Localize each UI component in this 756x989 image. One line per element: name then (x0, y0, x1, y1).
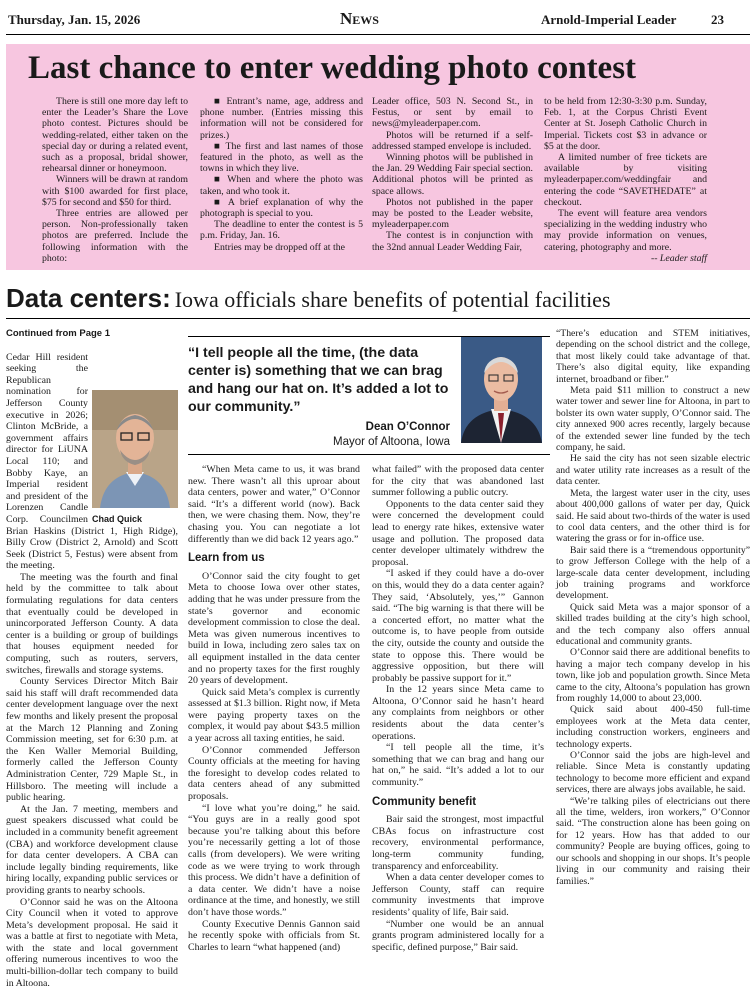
article-paragraph: In the 12 years since Meta came to Altoona, O’Connor said he hasn’t heard any complaints from neighbors or other residents about the data center’s operations. (372, 684, 544, 742)
photo-caption: Chad Quick (92, 514, 178, 526)
subhead-community: Community benefit (372, 797, 544, 809)
section-name: News (340, 9, 379, 29)
wedding-paragraph: Photos not published in the paper may be posted to the Leader website, myleaderpaper.com (372, 197, 533, 231)
wedding-col-1 (42, 96, 188, 264)
article-paragraph: Opponents to the data center said they were concerned the development could lead to energy rate hikes, extensive water usage and pollution. The proposed data center developer ultimately withdrew the proposal. (372, 499, 544, 569)
article-paragraph: O’Connor said the jobs are high-level and reliable. Since Meta is constantly updating technology to become more efficient and expand services, there are always jobs available, he said. (556, 750, 750, 796)
wedding-paragraph: A limited number of free tickets are available by visiting myleaderpaper.com/weddingfair and entering the code “SAVETHEDATE” at checkout. (544, 152, 707, 208)
article-paragraph: He said the city has not seen sizable electric and water utility rate increases as a result of the data center. (556, 453, 750, 487)
article-paragraph: Quick said about 400-450 full-time employees work at the Meta data center, including construction workers, engineers and technology experts. (556, 704, 750, 750)
wedding-col-4 (544, 96, 707, 264)
issue-date: Thursday, Jan. 15, 2026 (8, 12, 140, 28)
wedding-paragraph: to be held from 12:30-3:30 p.m. Sunday, Feb. 1, at the Corpus Christi Event Center at St. Joseph Catholic Church in Imperial. Tickets cost $3 in advance or $5 at the door. (544, 96, 707, 152)
wedding-paragraph: Winning photos will be published in the Jan. 29 Wedding Fair special section. Additional photos will be printed as space allows. (372, 152, 533, 197)
quote-bottom-rule (188, 454, 550, 455)
wedding-headline: Last chance to enter wedding photo contest (28, 50, 636, 87)
pull-quote: “I tell people all the time, (the data center is) something that we can brag and hang our hat on. It’s added a lot to our community.” (188, 344, 453, 416)
wedding-paragraph: Leader office, 503 N. Second St., in Festus, or sent by email to news@myleaderpaper.com. (372, 96, 533, 130)
wedding-bullet: ■ The first and last names of those featured in the photo, as well as the towns in which they live. (200, 141, 363, 175)
article-paragraph: “I asked if they could have a do-over on this, would they do a data center again? They said, ‘Absolutely, yes,’” Gannon said. “The big warning is that there will be a concerted effort, no matter what the outcome is, to have people from outside the city, outside the county and outside the state to oppose this. There would be aggressive opposition, but there will probably be passive support for it.” (372, 568, 544, 684)
quote-attribution (333, 420, 450, 450)
wedding-paragraph: Photos will be returned if a self-addressed stamped envelope is included. (372, 130, 533, 152)
headline-kicker: Data centers: (6, 283, 171, 313)
article-paragraph: Quick said Meta’s complex is currently assessed at $1.3 billion. Right now, if Meta were paying property taxes on the complex, it would pay about $43.5 million a year across all taxing entities, he said. (188, 687, 360, 745)
wedding-bullet: ■ Entrant’s name, age, address and phone number. (Entries missing this information will not be considered for prizes.) (200, 96, 363, 141)
quote-speaker: Dean O’Connor (333, 420, 450, 435)
article-paragraph: At the Jan. 7 meeting, members and guest speakers discussed what could be included in a community benefit agreement (CBA) and workforce development clause for data center developers. A CBA can include legally binding requirements, like hiring locally, expanding public services or providing grants to nearby schools. (6, 804, 178, 897)
datacenter-headline (6, 283, 611, 314)
subhead-learn: Learn from us (188, 553, 360, 565)
wedding-credit: -- Leader staff (544, 253, 707, 264)
article-paragraph: When a data center developer comes to Jefferson County, staff can require community investments that improve residents’ quality of life, Bair said. (372, 872, 544, 918)
wedding-bullet: ■ When and where the photo was taken, and who took it. (200, 174, 363, 196)
article-paragraph: “When Meta came to us, it was brand new. There wasn’t all this uproar about data centers, power and water,” O’Connor said. “It’s a different world (now). Back then, we were chasing them. Now, they’re chasing you. You can negotiate a lot differently than we did back 12 years ago.” (188, 464, 360, 545)
article-col-1 (6, 328, 178, 989)
article-paragraph: Cedar Hill resident seeking the Republican nomination for Jefferson County executive in 2026; Clinton McBride, a government affairs director for LiUNA Local 110; and Bobby Kaye, an Imperial resident and president of the Lorenzen Candle Corp. Councilmen Brian Haskins (District 1, High Ridge), Billy Crow (District 2, Arnold) and Scott Seek (District 5, Festus) were absent from the meeting. (6, 352, 178, 572)
article-col-4 (556, 328, 750, 887)
wedding-paragraph: Winners will be drawn at random with $100 awarded for first place, $75 for second and $50 for third. (42, 174, 188, 208)
wedding-paragraph: Three entries are allowed per person. Non-professionally taken photos are preferred. Include the following information with the photo: (42, 208, 188, 264)
article-paragraph: “We’re talking piles of electricians out there all the time, welders, iron workers,” O’Connor said. “The construction alone has been going on for 12 years. How has that added to our community? People are buying offices, going to our schools and shopping in our shops. It’s people living in our community and raising their families.” (556, 796, 750, 887)
article-paragraph: “Number one would be an annual grants program administered locally for a specific, defined purpose,” Bair said. (372, 919, 544, 954)
article-col-3 (372, 464, 544, 953)
chad-quick-photo (92, 390, 178, 508)
wedding-contest-box (6, 44, 750, 270)
article-paragraph: Bair said there is a “tremendous opportunity” to grow Jefferson College with the help of a large-scale data center development, including job training programs and workforce development. (556, 545, 750, 602)
article-paragraph: what failed” with the proposed data center for the city that was abandoned last summer following a public outcry. (372, 464, 544, 499)
wedding-paragraph: The event will feature area vendors specializing in the wedding industry who may provide information on venues, catering, photography and more. (544, 208, 707, 253)
quick-photo-block (92, 390, 178, 522)
wedding-paragraph: There is still one more day left to enter the Leader’s Share the Love photo contest. Pictures should be wedding-related, either taken on the special day or during a related event, such as a proposal, bridal shower, rehearsal dinner or honeymoon. (42, 96, 188, 174)
wedding-col-3 (372, 96, 533, 253)
wedding-paragraph: The deadline to enter the contest is 5 p.m. Friday, Jan. 16. (200, 219, 363, 241)
wedding-paragraph: Entries may be dropped off at the (200, 242, 363, 253)
article-paragraph: O’Connor said he was on the Altoona City Council when it voted to approve Meta’s development proposal. He said it was a battle at first to negotiate with Meta, with the state and local government offering numerous incentives to woo the multi-billion-dollar tech company to build in Altoona. (6, 897, 178, 989)
continued-label: Continued from Page 1 (6, 328, 178, 340)
article-paragraph: “I tell people all the time, it’s something that we can brag and hang our hat on,” he said. “It’s added a lot to our community.” (372, 742, 544, 788)
article-paragraph: Bair said the strongest, most impactful CBAs focus on infrastructure cost recovery, environmental performance, long-term community funding, transparency and enforceability. (372, 814, 544, 872)
dean-oconnor-photo (461, 337, 542, 443)
wedding-col-2 (200, 96, 363, 253)
wedding-paragraph: The contest is in conjunction with the 32nd annual Leader Wedding Fair, (372, 230, 533, 252)
headline-text: Iowa officials share benefits of potential facilities (175, 287, 611, 312)
article-paragraph: O’Connor commended Jefferson County officials at the meeting for having the foresight to develop codes related to data centers ahead of any submitted proposals. (188, 745, 360, 803)
headline-rule (6, 318, 750, 319)
article-paragraph: County Executive Dennis Gannon said he recently spoke with officials from St. Charles to learn “what happened (and) (188, 919, 360, 954)
article-paragraph: O’Connor said the city fought to get Meta to choose Iowa over other states, adding that he was under pressure from the state’s governor and economic development commission to close the deal. Meta was given numerous incentives to build in Iowa, including zero sales tax on all equipment installed in the data center and no property taxes for the first roughly 20 years of development. (188, 571, 360, 687)
paper-name: Arnold-Imperial Leader (541, 12, 676, 28)
article-paragraph: Meta paid $11 million to construct a new water tower and sewer line for Altoona, in part to bolster its own water supply, O’Connor said. The city annexed 900 acres recently, largely because of the extended sewer line funded by the tech company, he said. (556, 385, 750, 453)
article-paragraph: “I love what you’re doing,” he said. “You guys are in a really good spot because you’re talking about this before you’re necessarily getting a lot of those calls (from developers). We were writing code as we were trying to work through this process. We didn’t have a definition of a data center. We didn’t have a noise ordinance at the time, and honestly, we still don’t have those words.” (188, 803, 360, 919)
page-number: 23 (711, 12, 724, 28)
article-paragraph: Meta, the largest water user in the city, uses about 400,000 gallons of water per day, Quick said. He said about two-thirds of the water is used to cool data centers, and the other third is for watering the grass or for in-office use. (556, 488, 750, 545)
wedding-bullet: ■ A brief explanation of why the photograph is special to you. (200, 197, 363, 219)
article-paragraph: Quick said Meta was a major sponsor of a skilled trades building at the city’s high school, and the tech company also offers annual educational and community grants. (556, 602, 750, 648)
article-paragraph: O’Connor said there are additional benefits to having a major tech company develop in his town, like job and population growth. Since Meta came to the city, Altoona’s population has grown from roughly 14,000 to about 23,000. (556, 647, 750, 704)
article-col-2 (188, 464, 360, 953)
article-paragraph: “There’s education and STEM initiatives, depending on the school district and the college, that most likely could take advantage of that. There’s also digital equity, like expanding internet, broadband or fiber.” (556, 328, 750, 385)
article-paragraph: The meeting was the fourth and final held by the committee to talk about formulating regulations for data centers that eventually could be developed in unincorporated Jefferson County. A data center is a building or group of buildings that houses equipment needed for computing, such as routers, servers, switches, firewalls and storage systems. (6, 572, 178, 676)
article-paragraph: County Services Director Mitch Bair said his staff will draft recommended data center development language over the next few months and likely present the proposal at the March 12 Planning and Zoning Commission meeting, set for 6:30 p.m. at the Ken Waller Memorial Building, formerly called the Jefferson County Administration Center, 729 Maple St., in Hillsboro. The meeting will include a public hearing. (6, 676, 178, 804)
header-rule (6, 34, 750, 35)
quote-speaker-title: Mayor of Altoona, Iowa (333, 435, 450, 450)
